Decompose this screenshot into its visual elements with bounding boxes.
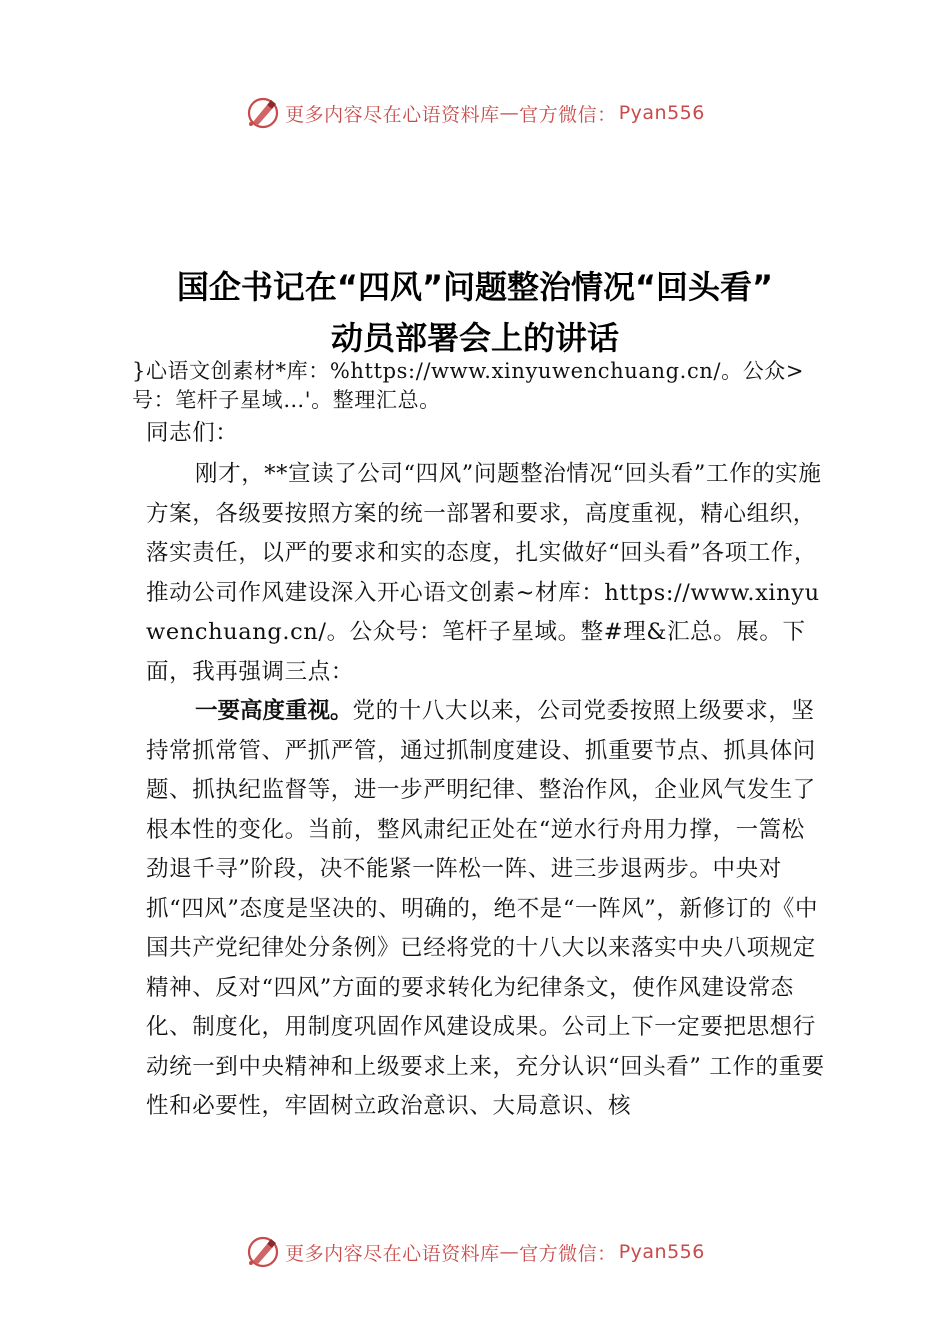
document-title-line-2: 动员部署会上的讲话 [330, 319, 619, 357]
source-note: }心语文创素材*库：%https://www.xinyuwenchuang.cn/。公众>号：笔杆子星域…'。整理汇总。 [132, 359, 805, 412]
paragraph-2-lead: 一要高度重视。 [195, 698, 353, 724]
paragraph-2 [146, 692, 826, 1127]
footer-wechat-label: 官方微信： [519, 1242, 617, 1265]
footer-separator: — [499, 1241, 520, 1263]
paragraph-2-body: 党的十八大以来，公司党委按照上级要求，坚持常抓常管、严抓严管，通过抓制度建设、抓重要节点、抓具体问题、抓执纪监督等，进一步严明纪律、整治作风，企业风气发生了根本性的变化。当前，整风肃纪正处在“逆水行舟用力撑，一篙松劲退千寻”阶段，决不能紧一阵松一阵、进三步退两步。中央对抓“四风”态度是坚决的、明确的，绝不是“一阵风”，新修订的《中国共产党纪律处分条例》已经将党的十八大以来落实中央八项规定精神、反对“四风”方面的要求转化为纪律条文，使作风建设常态化、制度化，用制度巩固作风建设成果。公司上下一定要把思想行动统一到中央精神和上级要求上来，充分认识“回头看” 工作的重要性和必要性，牢固树立政治意识、大局意识、核 [146, 698, 825, 1119]
footer-wechat-id: Pyan556 [618, 1241, 705, 1263]
pen-nib-logo-icon [245, 95, 281, 131]
pen-nib-logo-icon [245, 1234, 281, 1270]
paragraph-1: 刚才，**宣读了公司“四风”问题整治情况“回头看”工作的实施方案，各级要按照方案的统一部署和要求，高度重视，精心组织，落实责任，以严的要求和实的态度，扎实做好“回头看”各项工作，推动公司作风建设深入开心语文创素~材库：https://www.xinyuwenchuang.cn/。公众号：笔杆子星域。整#理&汇总。展。下面，我再强调三点： [146, 461, 822, 685]
banner-separator: — [499, 102, 520, 124]
banner-brand-text: 更多内容尽在心语资料库 [285, 103, 500, 126]
header-banner [0, 93, 950, 133]
banner-wechat-id: Pyan556 [618, 102, 705, 124]
greeting: 同志们： [146, 420, 239, 446]
document-title-line-1: 国企书记在“四风”问题整治情况“回头看” [176, 268, 774, 306]
banner-wechat-label: 官方微信： [519, 103, 617, 126]
footer-banner [0, 1232, 950, 1272]
footer-brand-text: 更多内容尽在心语资料库 [285, 1242, 500, 1265]
